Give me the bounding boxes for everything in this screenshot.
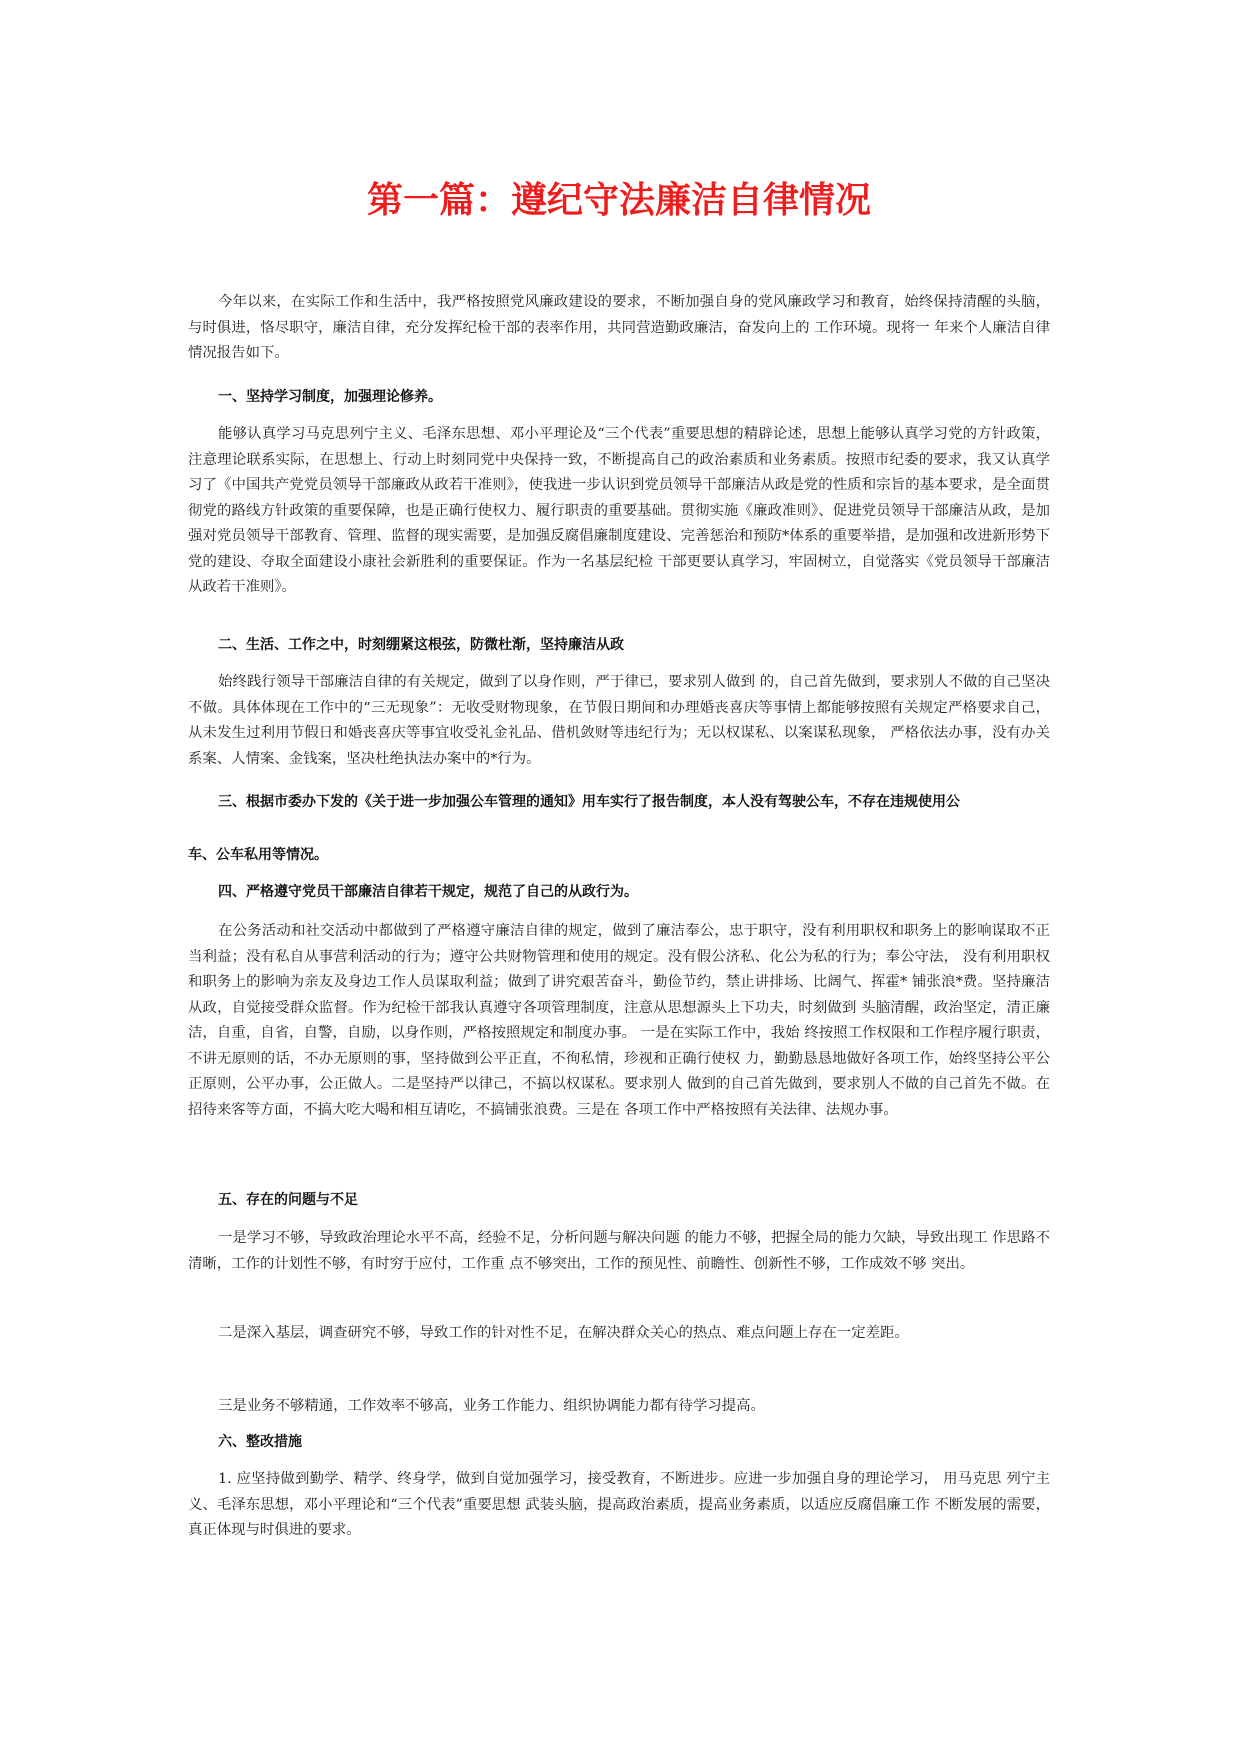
section-4-heading: 四、严格遵守党员干部廉洁自律若干规定，规范了自己的从政行为。 xyxy=(218,884,638,900)
section-6-heading: 六、整改措施 xyxy=(218,1434,302,1450)
section-5-paragraph-1: 一是学习不够，导致政治理论水平不高，经验不足，分析问题与解决问题 的能力不够，把握全局的能力欠缺，导致出现工 作思路不清晰，工作的计划性不够，有时穷于应付，工作重 点不够突出，工作的预见性、前瞻性、创新性不够，工作成效不够 突出。 xyxy=(188,1230,1050,1272)
section-5-paragraph-2: 二是深入基层，调查研究不够，导致工作的针对性不足，在解决群众关心的热点、难点问题上存在一定差距。 xyxy=(218,1325,909,1341)
section-1-paragraph: 能够认真学习马克思列宁主义、毛泽东思想、邓小平理论及“三个代表”重要思想的精辟论述，思想上能够认真学习党的方针政策，注意理论联系实际，在思想上、行动上时刻同党中央保持一致，不断提高自己的政治素质和业务素质。按照市纪委的要求，我又认真学习了《中国共产党党员领导干部廉政从政若干准则》，使我进一步认识到党员领导干部廉洁从政是党的性质和宗旨的基本要求，是全面贯彻党的路线方针政策的重要保障，也是正确行使权力、履行职责的重要基础。贯彻实施《廉政准则》、促进党员领导干部廉洁从政，是加强对党员领导干部教育、管理、监督的现实需要，是加强反腐倡廉制度建设、完善惩治和预防*体系的重要举措，是加强和改进新形势下党的建设、夺取全面建设小康社会新胜利的重要保证。作为一名基层纪检 干部更要认真学习，牢固树立，自觉落实《党员领导干部廉洁从政若干准则》。 xyxy=(188,426,1050,595)
section-1-heading: 一、坚持学习制度，加强理论修养。 xyxy=(218,389,442,405)
intro-paragraph: 今年以来，在实际工作和生活中，我严格按照党风廉政建设的要求，不断加强自身的党风廉政学习和教育，始终保持清醒的头脑，与时俱进，恪尽职守，廉洁自律，充分发挥纪检干部的表率作用，共同营造勤政廉洁，奋发向上的 工作环境。现将一 年来个人廉洁自律情况报告如下。 xyxy=(188,294,1050,361)
section-3-heading-line2: 车、公车私用等情况。 xyxy=(188,847,328,863)
section-2-heading: 二、生活、工作之中，时刻绷紧这根弦，防微杜渐，坚持廉洁从政 xyxy=(218,637,624,653)
document-title: 第一篇：遵纪守法廉洁自律情况 xyxy=(366,179,871,221)
section-5-heading: 五、存在的问题与不足 xyxy=(218,1192,358,1208)
section-6-paragraph: 1. 应坚持做到勤学、精学、终身学，做到自觉加强学习，接受教育，不断进步。应进一步加强自身的理论学习， 用马克思 列宁主义、毛泽东思想，邓小平理论和“三个代表”重要思想 武装头脑，提高政治素质，提高业务素质，以适应反腐倡廉工作 不断发展的需要，真正体现与时俱进的要求。 xyxy=(188,1471,1050,1538)
section-3-heading xyxy=(188,790,1050,867)
section-3-heading-line1: 三、根据市委办下发的《关于进一步加强公车管理的通知》用车实行了报告制度，本人没有驾驶公车，不存在违规使用公 xyxy=(218,794,960,810)
section-4-paragraph: 在公务活动和社交活动中都做到了严格遵守廉洁自律的规定，做到了廉洁奉公，忠于职守，没有利用职权和职务上的影响谋取不正当利益；没有私自从事营利活动的行为；遵守公共财物管理和使用的规定。没有假公济私、化公为私的行为；奉公守法， 没有利用职权和职务上的影响为亲友及身边工作人员谋取利益；做到了讲究艰苦奋斗，勤俭节约，禁止讲排场、比阔气、挥霍* 铺张浪*费。坚持廉洁从政，自觉接受群众监督。作为纪检干部我认真遵守各项管理制度，注意从思想源头上下功夫，时刻做到 头脑清醒，政治坚定，清正廉洁，自重，自省，自警，自励，以身作则，严格按照规定和制度办事。 一是在实际工作中，我始 终按照工作权限和工作程序履行职责，不讲无原则的话，不办无原则的事，坚持做到公平正直，不徇私情，珍视和正确行使权 力，勤勤恳恳地做好各项工作，始终坚持公平公正原则，公平办事，公正做人。二是坚持严以律己，不搞以权谋私。要求别人 做到的自己首先做到，要求别人不做的自己首先不做。在招待来客等方面，不搞大吃大喝和相互请吃，不搞铺张浪费。三是在 各项工作中严格按照有关法律、法规办事。 xyxy=(188,923,1050,1118)
section-5-paragraph-3: 三是业务不够精通，工作效率不够高，业务工作能力、组织协调能力都有待学习提高。 xyxy=(218,1398,765,1414)
section-2-paragraph: 始终践行领导干部廉洁自律的有关规定，做到了以身作则，严于律已，要求别人做到 的，自己首先做到，要求别人不做的自己坚决不做。具体体现在工作中的“三无现象”：无收受财物现象，在节假日期间和办理婚丧喜庆等事情上都能够按照有关规定严格要求自己，从未发生过利用节假日和婚丧喜庆等事宜收受礼金礼品、借机敛财等违纪行为；无以权谋私、以案谋私现象， 严格依法办事，没有办关系案、人情案、金钱案，坚决杜绝执法办案中的*行为。 xyxy=(188,674,1050,767)
